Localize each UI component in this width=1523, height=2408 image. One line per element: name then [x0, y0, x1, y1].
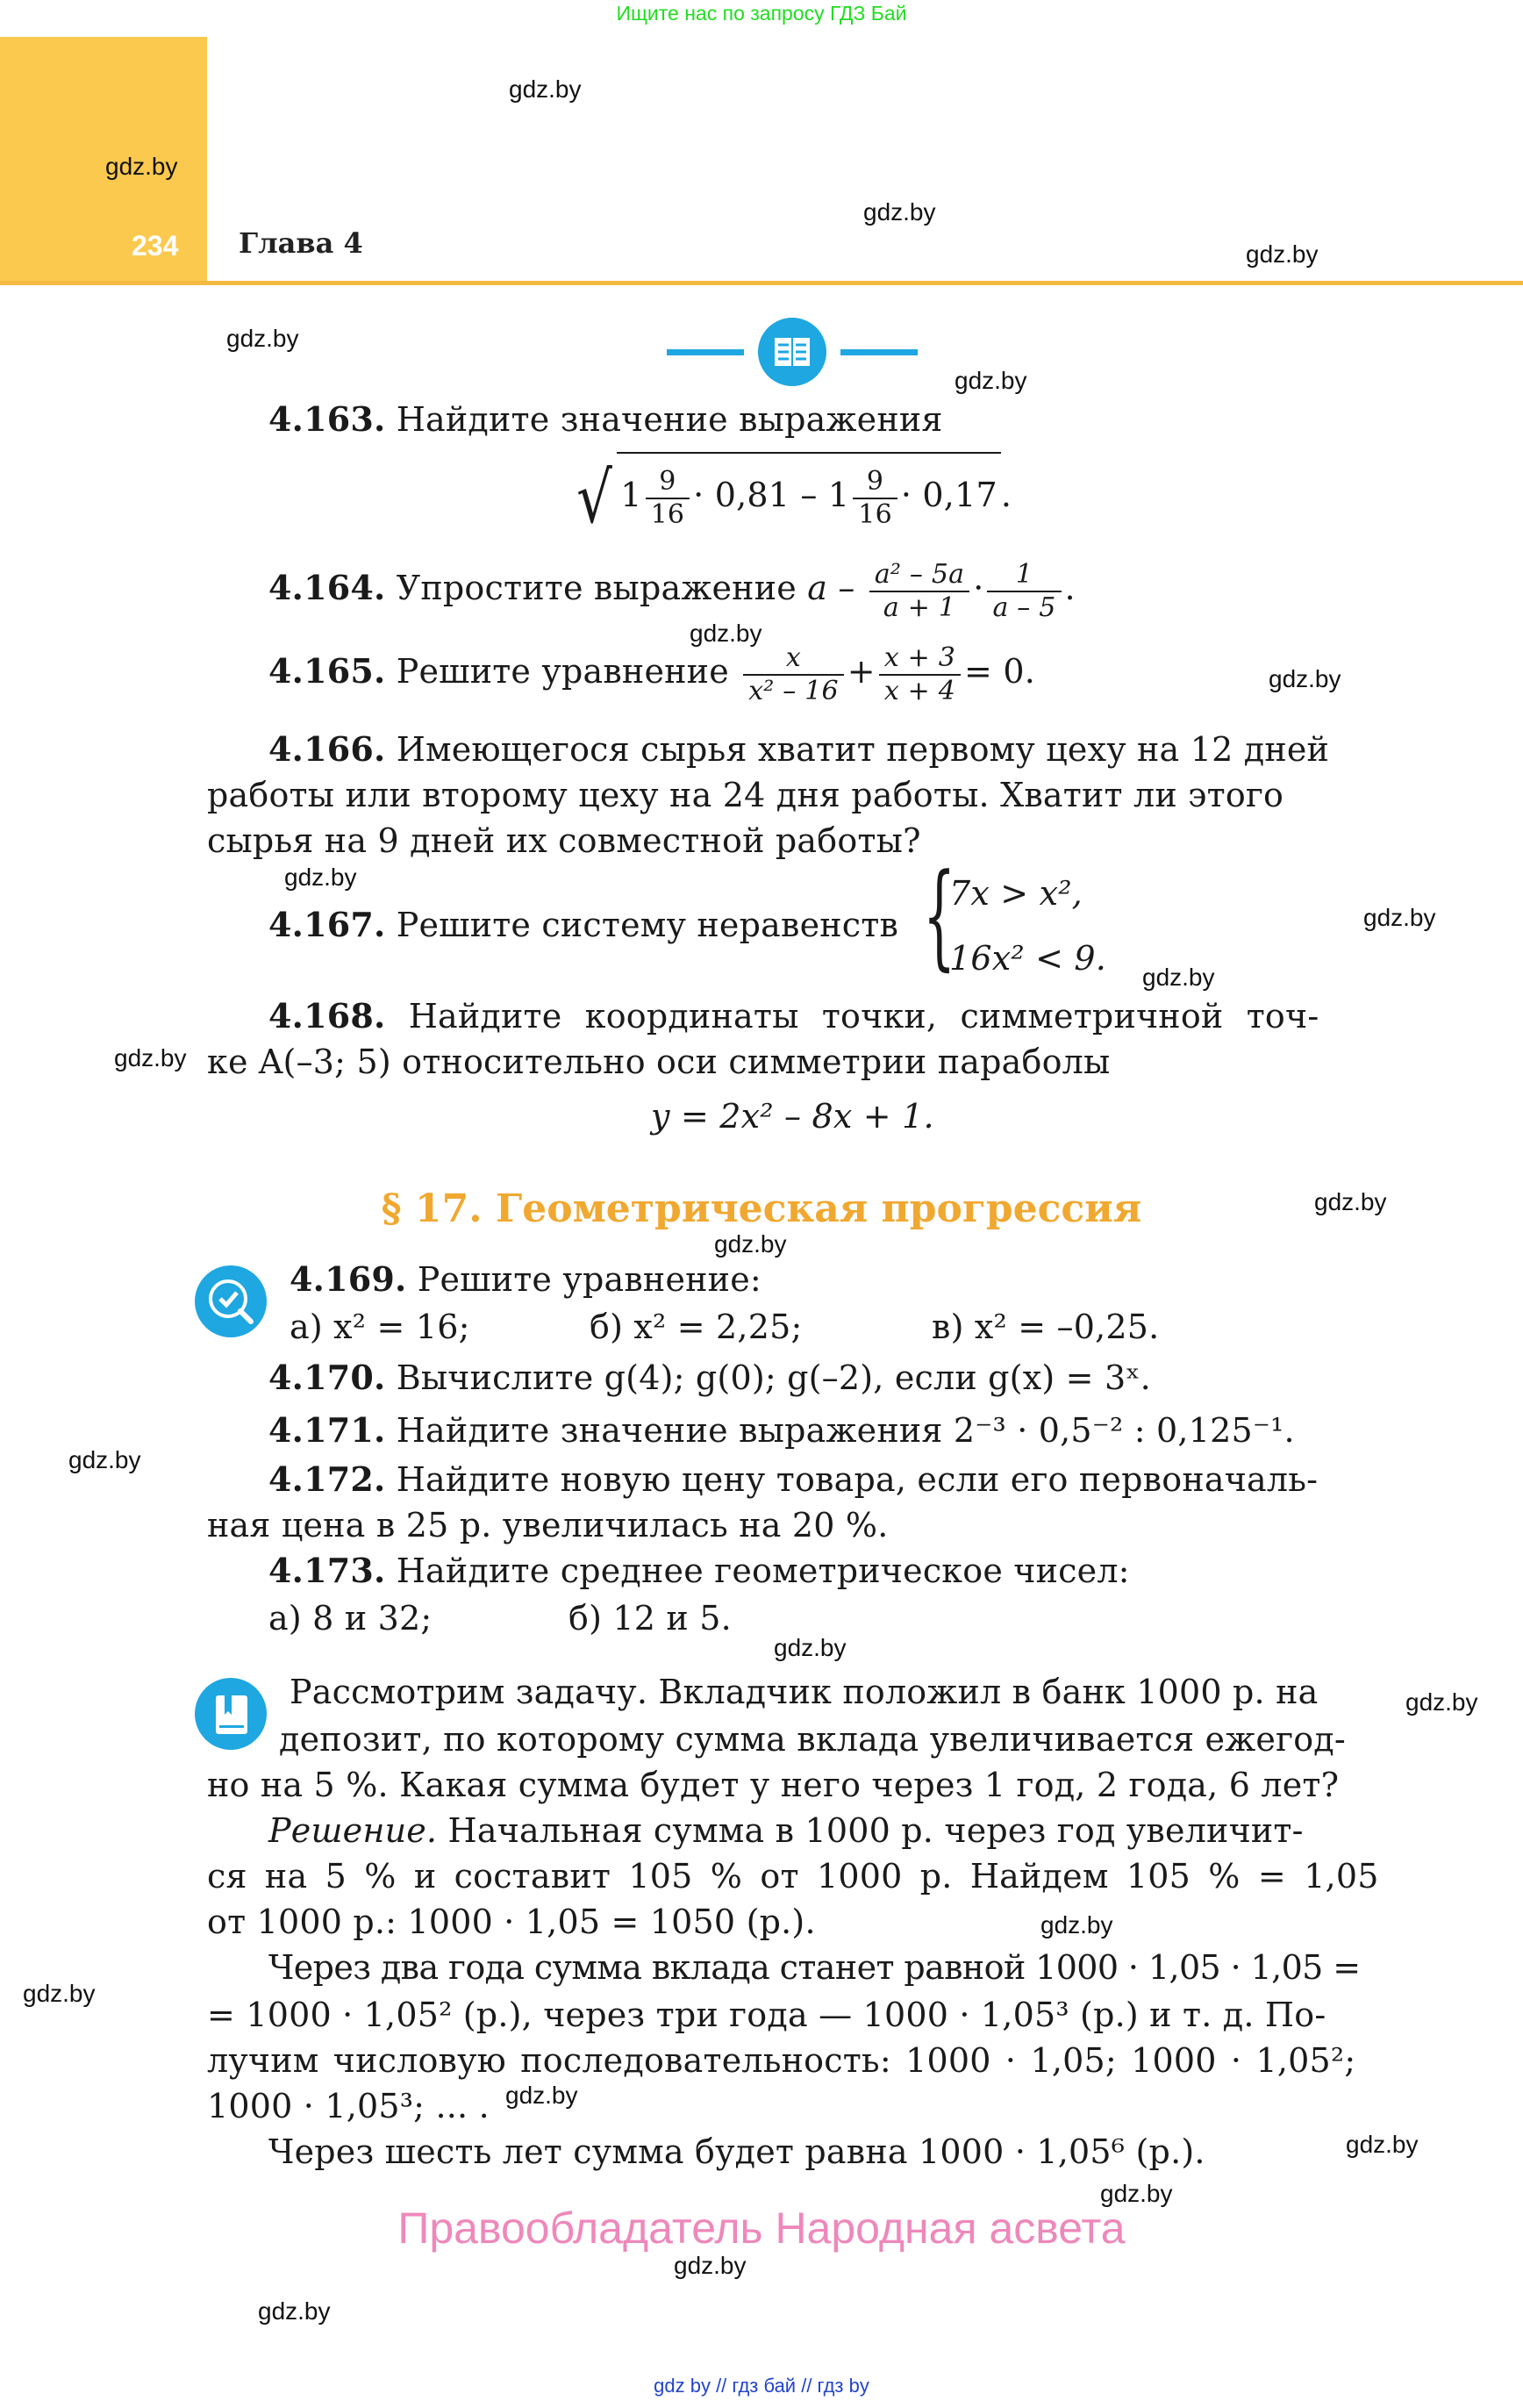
- watermark: gdz.by: [105, 153, 178, 180]
- copyright-notice: Правообладатель Народная асвета: [397, 2204, 1126, 2253]
- parabola-formula: y = 2x² – 8x + 1.: [651, 1097, 934, 1136]
- watermark: gdz.by: [114, 1044, 187, 1071]
- watermark: gdz.by: [284, 864, 357, 891]
- watermark: gdz.by: [774, 1634, 847, 1661]
- inequality-1: 7x > x²,: [949, 874, 1083, 913]
- section-title: § 17. Геометрическая прогрессия: [381, 1186, 1142, 1231]
- top-banner: Ищите нас по запросу ГДЗ Бай: [616, 2, 907, 25]
- solution-line-1: Решение. Начальная сумма в 1000 р. через год увеличит-: [268, 1811, 1304, 1850]
- watermark: gdz.by: [1246, 240, 1319, 268]
- problem-4-166-line2: работы или второму цеху на 24 дня работы. Хватит ли этого: [207, 776, 1284, 814]
- sqrt-sign: √: [576, 456, 613, 539]
- watermark: gdz.by: [1346, 2131, 1419, 2158]
- watermark: gdz.by: [1040, 1911, 1113, 1939]
- para2-line-2: = 1000 · 1,05² (р.), через три года — 1000 · 1,05³ (р.) и т. д. По-: [207, 1996, 1326, 2034]
- problem-4-169: 4.169. Решите уравнение:: [290, 1259, 762, 1299]
- watermark: gdz.by: [1405, 1688, 1478, 1716]
- para2-line-1: Через два года сумма вклада станет равной 1000 · 1,05 · 1,05 =: [268, 1948, 1361, 1987]
- problem-4-172: 4.172. Найдите новую цену товара, если его первоначаль-: [268, 1459, 1319, 1499]
- problem-4-166: 4.166. Имеющегося сырья хватит первому цеху на 12 дней: [268, 729, 1330, 769]
- problem-4-173: 4.173. Найдите среднее геометрическое чисел:: [268, 1551, 1130, 1590]
- page-number: 234: [132, 230, 179, 262]
- inequality-2: 16x² < 9.: [949, 939, 1107, 978]
- search-check-icon: [195, 1265, 267, 1337]
- chapter-title: Глава 4: [239, 226, 363, 260]
- divider-line-left: [667, 349, 744, 355]
- watermark: gdz.by: [1314, 1188, 1387, 1215]
- problem-4-164: 4.164. Упростите выражение a – $\frac{\text{a² – 5a}}{a + 1}$ · $\frac{1}{a - 5}$ .: [268, 558, 1076, 623]
- watermark: gdz.by: [690, 620, 762, 647]
- problem-4-168: 4.168. Найдите координаты точки, симметричной точ-: [268, 996, 1319, 1036]
- para2-line-3: лучим числовую последовательность: 1000 · 1,05; 1000 · 1,05²;: [207, 2041, 1356, 2080]
- para2-line-4: 1000 · 1,05³; ... .: [207, 2087, 490, 2125]
- example-line-2: депозит, по которому сумма вклада увеличивается ежегод-: [279, 1720, 1346, 1759]
- problem-4-163: 4.163. Найдите значение выражения: [268, 399, 943, 439]
- problem-4-165: 4.165. Решите уравнение $\frac{x}{\text{x² – 16}}$ + $\frac{x + 3}{x + 4}$ = 0.: [268, 641, 1036, 706]
- watermark: gdz.by: [955, 367, 1027, 394]
- divider-line-right: [840, 349, 918, 355]
- watermark: gdz.by: [714, 1230, 787, 1258]
- header-rule: [0, 281, 1523, 285]
- watermark: gdz.by: [23, 1980, 96, 2007]
- option-b: б) x² = 2,25;: [590, 1308, 803, 1346]
- watermark: gdz.by: [1269, 665, 1341, 692]
- bookmark-book-icon: [195, 1678, 267, 1750]
- open-book-icon: [758, 318, 826, 386]
- watermark: gdz.by: [505, 2082, 578, 2109]
- problem-4-166-line3: сырья на 9 дней их совместной работы?: [207, 821, 921, 860]
- example-line-1: Рассмотрим задачу. Вкладчик положил в банк 1000 р. на: [290, 1673, 1319, 1711]
- watermark: gdz.by: [226, 325, 299, 352]
- watermark: gdz.by: [68, 1446, 141, 1473]
- problem-4-168-line2: ке A(–3; 5) относительно оси симметрии параболы: [207, 1043, 1111, 1081]
- solution-line-2: ся на 5 % и составит 105 % от 1000 р. Найдем 105 % = 1,05: [207, 1857, 1379, 1896]
- example-line-3: но на 5 %. Какая сумма будет у него через 1 год, 2 года, 6 лет?: [207, 1766, 1340, 1804]
- watermark: gdz.by: [674, 2252, 747, 2279]
- system-brace: {: [923, 849, 956, 982]
- para3: Через шесть лет сумма будет равна 1000 · 1,05⁶ (р.).: [268, 2132, 1205, 2171]
- option-c: в) x² = –0,25.: [932, 1308, 1160, 1346]
- footer-links[interactable]: gdz by // гдз бай // гдз by: [654, 2375, 869, 2397]
- watermark: gdz.by: [258, 2297, 331, 2325]
- problem-4-167: 4.167. Решите систему неравенств: [268, 905, 899, 944]
- watermark: gdz.by: [1100, 2180, 1173, 2207]
- problem-4-163-expression: √ 1 $\frac{9}{16}$ · 0,81 – 1 $\frac{9}{16}$ · 0,17 .: [572, 452, 1012, 534]
- problem-4-170: 4.170. Вычислите g(4); g(0); g(–2), если g(x) = 3ˣ.: [268, 1358, 1151, 1397]
- option-a: а) 8 и 32;: [268, 1599, 433, 1638]
- solution-line-3: от 1000 р.: 1000 · 1,05 = 1050 (р.).: [207, 1903, 816, 1941]
- watermark: gdz.by: [1363, 904, 1436, 931]
- watermark: gdz.by: [509, 75, 582, 103]
- watermark: gdz.by: [1142, 964, 1215, 991]
- watermark: gdz.by: [863, 198, 936, 226]
- problem-4-172-line2: ная цена в 25 р. увеличилась на 20 %.: [207, 1506, 889, 1544]
- option-b: б) 12 и 5.: [568, 1599, 732, 1638]
- option-a: а) x² = 16;: [290, 1308, 470, 1346]
- problem-4-171: 4.171. Найдите значение выражения 2⁻³ · 0,5⁻² : 0,125⁻¹.: [268, 1410, 1295, 1450]
